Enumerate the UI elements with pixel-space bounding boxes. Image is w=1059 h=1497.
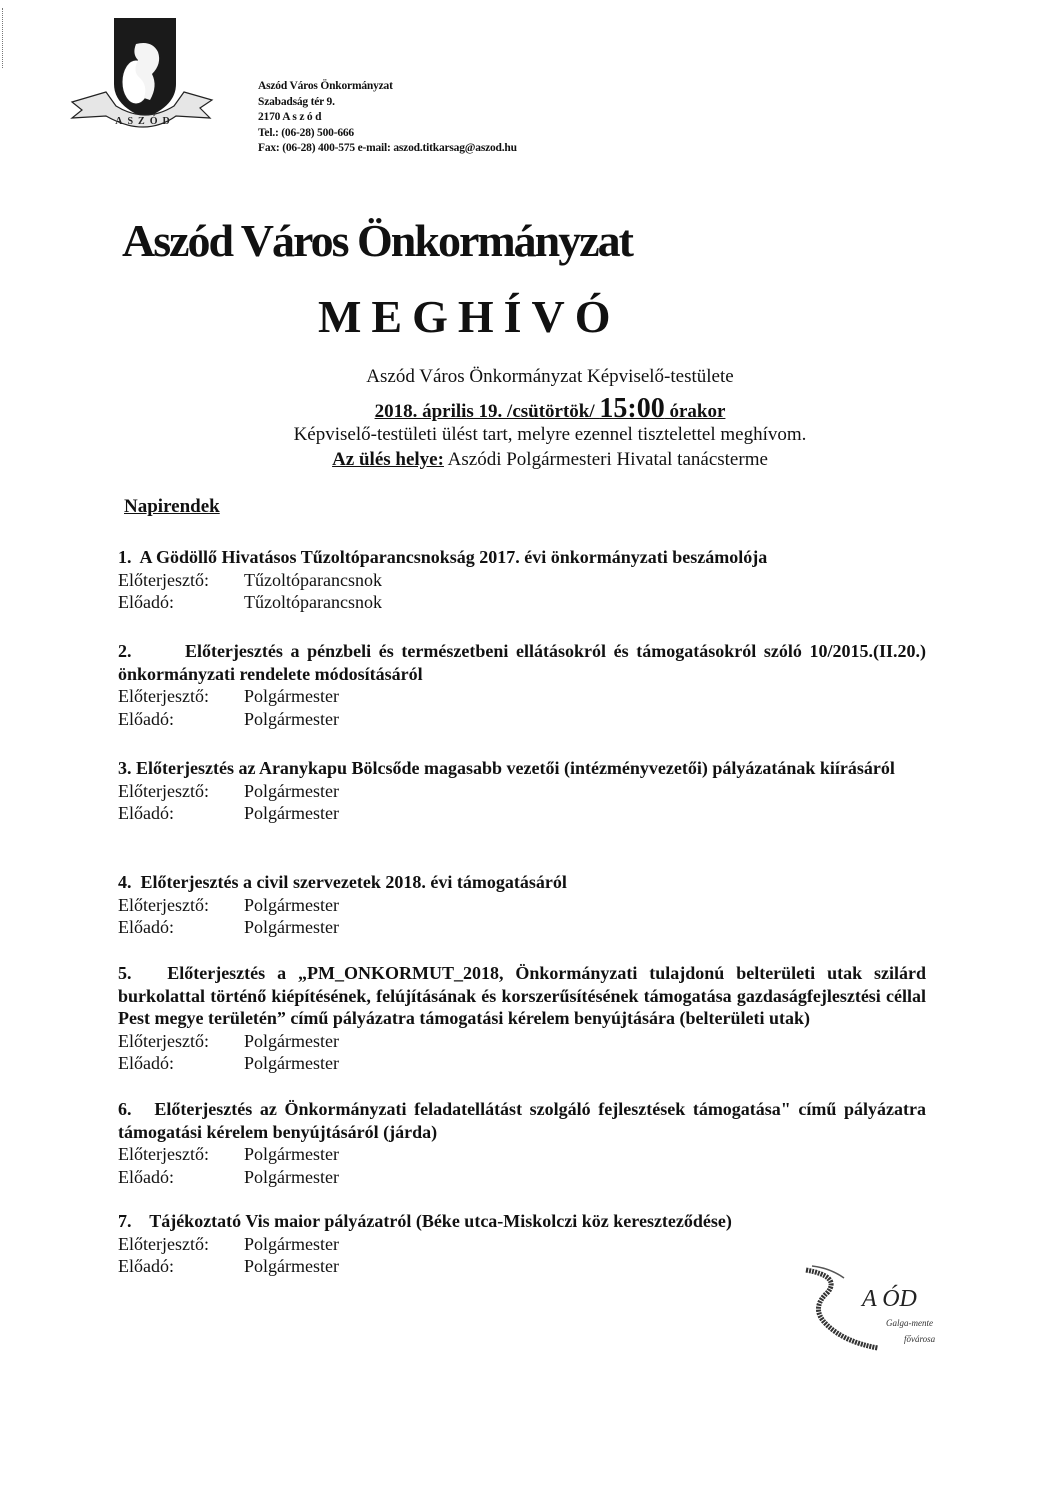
agenda-item — [118, 757, 926, 825]
speaker-label: Előadó: — [118, 1053, 174, 1073]
agenda-item-title — [118, 1098, 926, 1143]
speaker-label: Előadó: — [118, 1256, 174, 1276]
venue-value: Aszódi Polgármesteri Hivatal tanácsterme — [443, 449, 768, 470]
presenter-row — [118, 569, 926, 592]
agenda-item-text: Előterjesztés az Aranykapu Bölcsőde magasabb vezetői (intézményvezetői) pályázatának kiírásáról — [136, 758, 895, 778]
speaker-value: Polgármester — [244, 803, 339, 823]
venue-label: Az ülés helye: — [332, 449, 444, 470]
agenda-item-number: 1. — [118, 547, 132, 567]
speaker-value: Tűzoltóparancsnok — [244, 592, 382, 612]
organization-title: Aszód Város Önkormányzat — [122, 215, 632, 266]
agenda-item-number: 3. — [118, 758, 132, 778]
speaker-value: Polgármester — [244, 1166, 339, 1187]
speaker-row — [118, 1052, 926, 1075]
agenda-item — [118, 546, 926, 614]
agenda-item — [118, 640, 926, 730]
agenda-item-title — [118, 757, 926, 780]
presenter-row — [118, 1143, 926, 1166]
presenter-row — [118, 1030, 926, 1053]
presenter-value: Polgármester — [244, 1233, 339, 1254]
agenda-item-text: Előterjesztés a civil szervezetek 2018. évi támogatásáról — [140, 872, 567, 892]
agenda-item-number: 4. — [118, 872, 132, 892]
presenter-value: Polgármester — [244, 894, 339, 915]
speaker-row — [118, 1166, 926, 1189]
agenda-item-title — [118, 871, 926, 894]
venue-line — [200, 449, 900, 471]
speaker-label: Előadó: — [118, 708, 174, 729]
presenter-value: Polgármester — [244, 1144, 339, 1164]
presenter-label: Előterjesztő: — [118, 686, 209, 706]
letterhead-fax-email: Fax: (06-28) 400-575 e-mail: aszod.titkarsag@aszod.hu — [258, 142, 517, 154]
speaker-row — [118, 591, 926, 614]
agenda-item-title — [118, 962, 926, 1030]
presenter-value: Polgármester — [244, 686, 339, 706]
presenter-row — [118, 894, 926, 917]
agenda-item-title — [118, 1210, 926, 1233]
meeting-time: 15:00 — [599, 393, 665, 424]
speaker-value: Polgármester — [244, 917, 339, 937]
agenda-item — [118, 1098, 926, 1188]
speaker-value: Polgármester — [244, 1256, 339, 1276]
logo-tagline-1: Galga-mente — [886, 1318, 933, 1328]
logo-tagline-2: fővárosa — [904, 1334, 936, 1344]
meeting-datetime — [200, 393, 900, 425]
agenda-item-number: 6. — [118, 1099, 132, 1119]
agenda-item — [118, 871, 926, 939]
speaker-label: Előadó: — [118, 592, 174, 612]
invitation-text: Képviselő-testületi ülést tart, melyre ezennel tisztelettel meghívom. — [293, 424, 807, 445]
presenter-value: Tűzoltóparancsnok — [244, 569, 382, 590]
speaker-row — [118, 708, 926, 731]
agenda-item-text: Előterjesztés az Önkormányzati feladatellátást szolgáló fejlesztések támogatása" című pályázatra támogatási kérelem benyújtásáról (járda) — [118, 1099, 926, 1142]
presenter-label: Előterjesztő: — [118, 1030, 209, 1051]
speaker-value: Polgármester — [244, 1053, 339, 1073]
letterhead-address — [258, 79, 517, 157]
presenter-value: Polgármester — [244, 780, 339, 801]
scan-edge-marks — [2, 8, 5, 68]
letterhead-street: Szabadság tér 9. — [258, 95, 335, 108]
presenter-label: Előterjesztő: — [118, 780, 209, 801]
agenda-item-number: 5. — [118, 963, 132, 983]
agenda-item-number: 2. — [118, 641, 132, 661]
body-subtitle: Aszód Város Önkormányzat Képviselő-testülete — [366, 366, 734, 387]
presenter-row — [118, 1233, 926, 1256]
aszod-galga-logo-icon — [800, 1262, 960, 1356]
agenda-item-title — [118, 546, 926, 569]
meeting-date: 2018. április 19. /csütörtök/ — [374, 401, 600, 422]
speaker-value: Polgármester — [244, 708, 339, 729]
speaker-row — [118, 802, 926, 825]
document-title: MEGHÍVÓ — [318, 291, 621, 342]
speaker-label: Előadó: — [118, 803, 174, 823]
agenda-item-number: 7. — [118, 1211, 132, 1231]
agenda-item-text: Előterjesztés a „PM_ONKORMUT_2018, Önkormányzati tulajdonú belterületi utak szilárd burkolattal történő kiépítésének, felújításának és korszerűsítésének támogatása gazdaságfejlesztési céllal Pest megye területén” című pályázatra támogatási kérelem benyújtására (belterületi utak) — [118, 963, 926, 1028]
aszod-crest-icon — [66, 14, 216, 132]
letterhead-org: Aszód Város Önkormányzat — [258, 80, 393, 92]
speaker-row — [118, 916, 926, 939]
presenter-label: Előterjesztő: — [118, 894, 209, 915]
letterhead-city: 2170 A s z ó d — [258, 111, 322, 123]
crest-ribbon-text: ASZÓD — [115, 116, 175, 127]
agenda-item-text: A Gödöllő Hivatásos Tűzoltóparancsnokság 2017. évi önkormányzati beszámolója — [139, 547, 768, 567]
presenter-value: Polgármester — [244, 1030, 339, 1051]
letterhead-phone: Tel.: (06-28) 500-666 — [258, 126, 354, 139]
agenda-item-text: Előterjesztés a pénzbeli és természetbeni ellátásokról és támogatásokról szóló 10/2015.(II.20.) önkormányzati rendelete módosításáról — [118, 641, 926, 684]
meeting-time-suffix: órakor — [664, 401, 726, 422]
presenter-label: Előterjesztő: — [118, 569, 209, 590]
speaker-label: Előadó: — [118, 1166, 174, 1187]
logo-letters: A ÓD — [862, 1286, 917, 1312]
presenter-row — [118, 685, 926, 708]
agenda-item-text: Tájékoztató Vis maior pályázatról (Béke utca-Miskolczi köz kereszteződése) — [149, 1211, 732, 1231]
presenter-label: Előterjesztő: — [118, 1144, 209, 1164]
agenda-item — [118, 962, 926, 1075]
presenter-row — [118, 780, 926, 803]
speaker-label: Előadó: — [118, 917, 174, 937]
agenda-item-title — [118, 640, 926, 685]
presenter-label: Előterjesztő: — [118, 1233, 209, 1254]
agenda-heading: Napirendek — [124, 496, 220, 517]
